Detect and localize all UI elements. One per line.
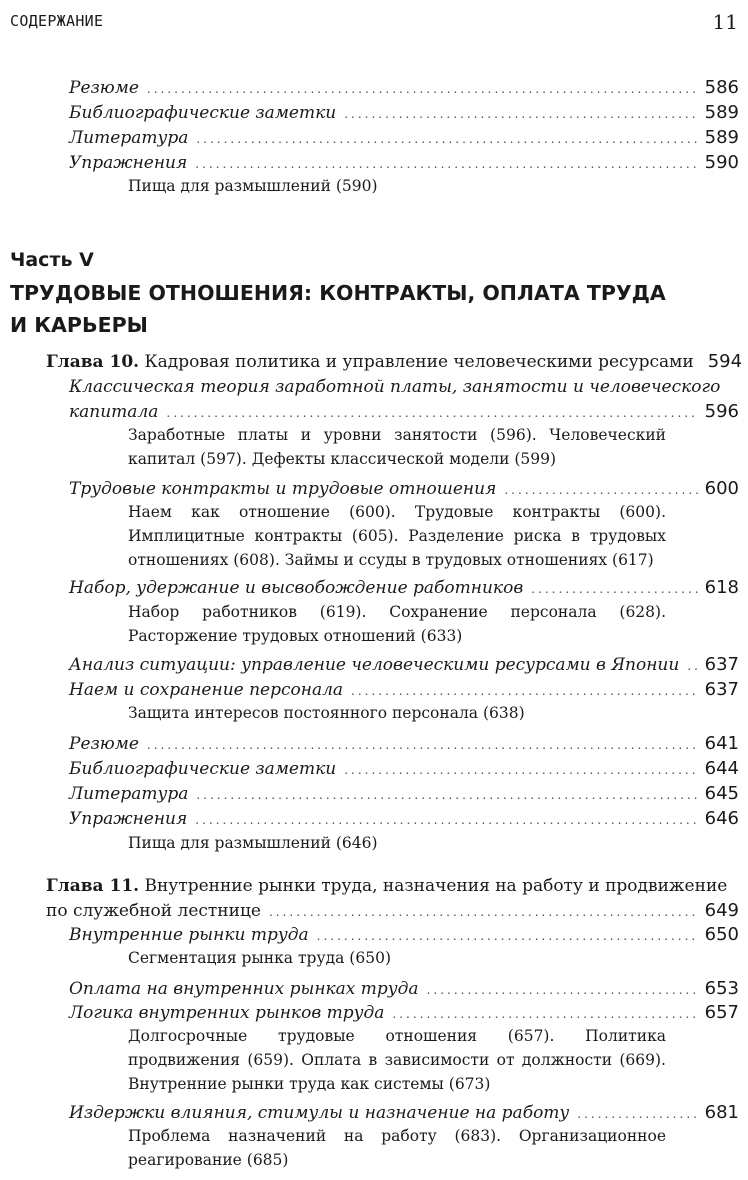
- toc-entry-page: 594: [707, 351, 743, 372]
- toc-section-logic[interactable]: [69, 1002, 739, 1025]
- toc-subtopics: Долгосрочные трудовые отношения (657). Политика продвижения (659). Оплата в зависимости от должности (669). Внутренние рынки труда как системы (673): [128, 1027, 666, 1093]
- toc-entry-page: 641: [704, 733, 739, 754]
- toc-entry-page: 657: [704, 1002, 739, 1023]
- toc-entry-label: Литература: [69, 784, 189, 804]
- toc-subtopics: Пища для размышлений (590): [128, 177, 378, 195]
- running-head: СОДЕРЖАНИЕ: [10, 12, 104, 30]
- leader-dots: [195, 153, 698, 175]
- toc-entry-label: Резюме: [69, 78, 139, 98]
- leader-dots: [269, 901, 699, 923]
- toc-entry-summary[interactable]: [69, 77, 739, 100]
- toc-entry-page: 589: [704, 127, 739, 148]
- toc-entry-exercises[interactable]: [69, 152, 739, 175]
- toc-entry-page: 637: [704, 679, 739, 700]
- toc-entry-label: Анализ ситуации: управление человеческими ресурсами в Японии: [69, 655, 680, 675]
- leader-dots: [196, 128, 698, 150]
- toc-section-recruitment[interactable]: [69, 577, 739, 600]
- toc-section-hiring[interactable]: [69, 679, 739, 702]
- toc-entry-label: Резюме: [69, 734, 139, 754]
- leader-dots: [147, 78, 699, 100]
- leader-dots: [392, 1003, 698, 1025]
- leader-dots: [166, 402, 698, 424]
- toc-section-internal-markets[interactable]: [69, 924, 739, 947]
- toc-entry-page: 646: [704, 808, 739, 829]
- toc-subtopics: Набор работников (619). Сохранение персонала (628). Расторжение трудовых отношений (633): [128, 603, 666, 645]
- toc-entry-page: 589: [704, 102, 739, 123]
- toc-entry-page: 681: [704, 1102, 739, 1123]
- leader-dots: [196, 784, 698, 806]
- part-label: Часть V: [10, 249, 94, 271]
- chapter-title: Кадровая политика и управление человеческими ресурсами: [144, 352, 694, 372]
- toc-entry-literature[interactable]: [69, 127, 739, 150]
- toc-entry-label: Внутренние рынки труда: [69, 925, 309, 945]
- toc-entry-label: Библиографические заметки: [69, 103, 337, 123]
- chapter-number: Глава 11.: [46, 876, 140, 896]
- toc-entry-label: Литература: [69, 128, 189, 148]
- toc-entry-label: Логика внутренних рынков труда: [69, 1003, 385, 1023]
- toc-section-japan[interactable]: [69, 654, 739, 677]
- leader-dots: [147, 734, 699, 756]
- toc-subtopics: Заработные платы и уровни занятости (596). Человеческий капитал (597). Дефекты классической модели (599): [128, 426, 666, 468]
- toc-section-contracts[interactable]: [69, 478, 739, 501]
- toc-section-influence-costs[interactable]: [69, 1102, 739, 1125]
- part-title-line1: ТРУДОВЫЕ ОТНОШЕНИЯ: КОНТРАКТЫ, ОПЛАТА ТРУДА: [10, 281, 666, 305]
- toc-entry-page: 653: [704, 978, 739, 999]
- toc-subtopics: Защита интересов постоянного персонала (638): [128, 704, 525, 722]
- toc-entry-label: Библиографические заметки: [69, 759, 337, 779]
- toc-section-pay[interactable]: [69, 978, 739, 1001]
- toc-entry-summary[interactable]: [69, 733, 739, 756]
- chapter-number: Глава 10.: [46, 352, 140, 372]
- toc-entry-label: Издержки влияния, стимулы и назначение на работу: [69, 1103, 570, 1123]
- toc-entry-page: 644: [704, 758, 739, 779]
- toc-chapter-10[interactable]: [46, 351, 743, 374]
- part-title-line2: И КАРЬЕРЫ: [10, 313, 148, 337]
- toc-entry-label: Трудовые контракты и трудовые отношения: [69, 479, 497, 499]
- leader-dots: [195, 809, 698, 831]
- toc-subtopics: Сегментация рынка труда (650): [128, 949, 391, 967]
- toc-subtopics: Наем как отношение (600). Трудовые контракты (600). Имплицитные контракты (605). Разделение риска в трудовых отношениях (608). Займы и ссуды в трудовых отношениях (617): [128, 503, 666, 569]
- leader-dots: [504, 479, 698, 501]
- leader-dots: [687, 655, 698, 677]
- chapter-title-cont: по служебной лестнице: [46, 901, 261, 921]
- leader-dots: [344, 103, 698, 125]
- toc-entry-label: Наем и сохранение персонала: [69, 680, 344, 700]
- toc-entry-bibliography[interactable]: [69, 102, 739, 125]
- chapter-title: Внутренние рынки труда, назначения на работу и продвижение: [144, 876, 728, 896]
- toc-entry-page: 596: [704, 401, 739, 422]
- toc-section-classical[interactable]: [69, 401, 739, 424]
- toc-entry-page: 649: [704, 900, 739, 921]
- toc-entry-label: Упражнения: [69, 153, 188, 173]
- leader-dots: [344, 759, 698, 781]
- toc-entry-page: 600: [704, 478, 739, 499]
- toc-entry-label: Оплата на внутренних рынках труда: [69, 979, 419, 999]
- toc-entry-literature[interactable]: [69, 783, 739, 806]
- leader-dots: [577, 1103, 698, 1125]
- toc-entry-page: 618: [704, 577, 739, 598]
- toc-entry-page: 590: [704, 152, 739, 173]
- leader-dots: [427, 979, 699, 1001]
- toc-chapter-11[interactable]: [46, 900, 739, 923]
- toc-subtopics: Проблема назначений на работу (683). Организационное реагирование (685): [128, 1127, 666, 1169]
- toc-section-classical-line1[interactable]: Классическая теория заработной платы, занятости и человеческого: [69, 377, 721, 397]
- toc-entry-page: 650: [704, 924, 739, 945]
- toc-chapter-11-line1[interactable]: [46, 875, 727, 897]
- toc-entry-page: 645: [704, 783, 739, 804]
- toc-entry-label: Набор, удержание и высвобождение работников: [69, 578, 524, 598]
- toc-entry-exercises[interactable]: [69, 808, 739, 831]
- toc-entry-page: 586: [704, 77, 739, 98]
- toc-entry-label: капитала: [69, 402, 159, 422]
- toc-entry-bibliography[interactable]: [69, 758, 739, 781]
- toc-entry-page: 637: [704, 654, 739, 675]
- leader-dots: [351, 680, 699, 702]
- toc-subtopics: Пища для размышлений (646): [128, 834, 378, 852]
- toc-entry-label: Упражнения: [69, 809, 188, 829]
- leader-dots: [531, 578, 698, 600]
- page-number: 11: [712, 10, 738, 34]
- leader-dots: [317, 925, 699, 947]
